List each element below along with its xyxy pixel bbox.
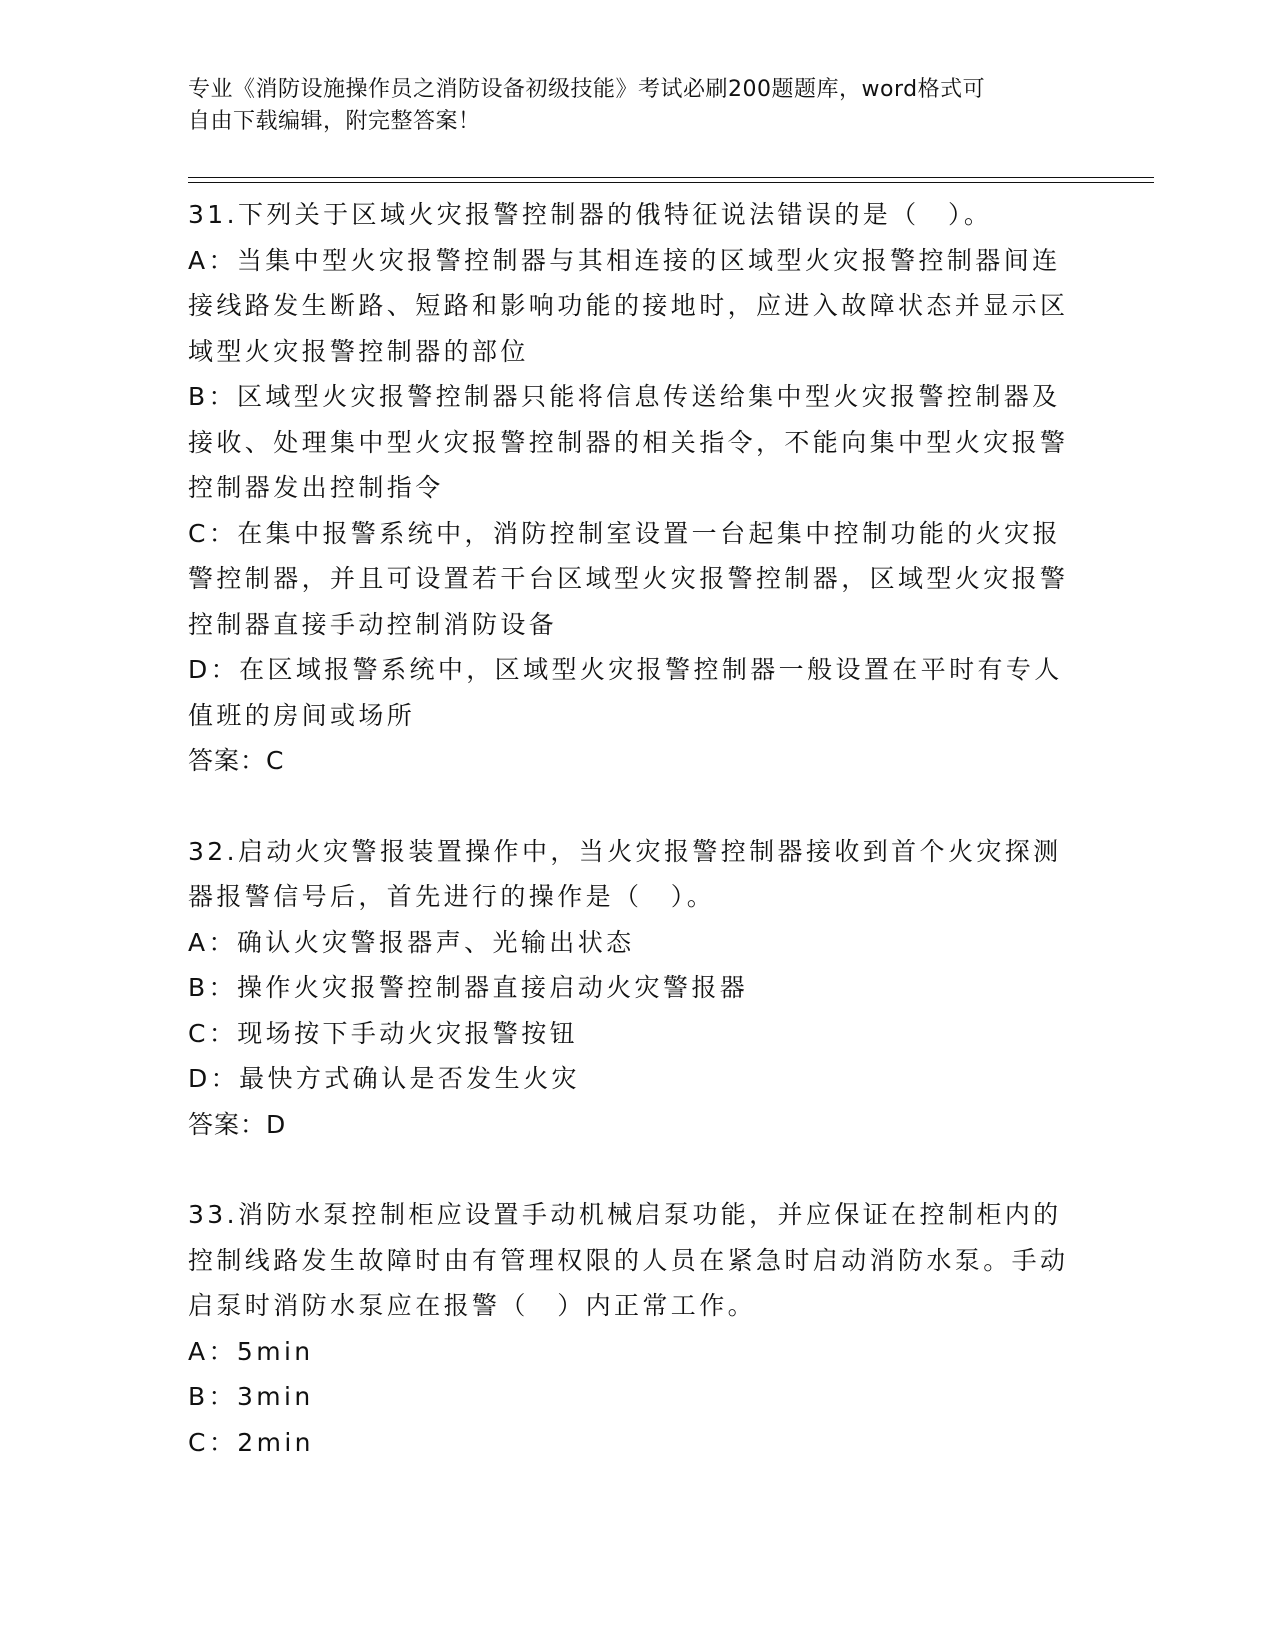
question-stem: 31.下列关于区域火灾报警控制器的俄特征说法错误的是（ ）。: [188, 200, 993, 229]
option-d: [188, 647, 1088, 738]
option-key: D：: [188, 655, 240, 684]
option-text: 在区域报警系统中，区域型火灾报警控制器一般设置在平时有专人值班的房间或场所: [188, 655, 1063, 730]
option-b: [188, 374, 1088, 511]
header-line-1: 专业《消防设施操作员之消防设备初级技能》考试必刷200题题库，word格式可: [188, 77, 986, 102]
option-text: 操作火灾报警控制器直接启动火灾警报器: [236, 973, 749, 1002]
question-33: [188, 1192, 1088, 1465]
option-text: 确认火灾警报器声、光输出状态: [236, 927, 635, 957]
option-text: 当集中型火灾报警控制器与其相连接的区域型火灾报警控制器间连接线路发生断路、短路和影响功能的接地时，应进入故障状态并显示区域型火灾报警控制器的部位: [188, 245, 1069, 366]
option-a: [188, 1329, 1088, 1375]
option-text: 最快方式确认是否发生火灾: [239, 1064, 580, 1093]
option-key: A：: [188, 927, 237, 957]
option-key: B：: [188, 382, 237, 411]
option-c: [188, 511, 1088, 648]
question-32: [188, 829, 1088, 1148]
answer-line: 答案：C: [188, 746, 285, 775]
option-a: [188, 920, 1088, 966]
question-31: [188, 192, 1088, 784]
option-d: [188, 1056, 1088, 1102]
option-key: C：: [188, 1427, 238, 1457]
option-key: C：: [188, 518, 238, 548]
option-text: 5min: [236, 1336, 314, 1366]
option-key: A：: [188, 245, 237, 275]
option-a: [188, 238, 1088, 375]
option-key: B：: [188, 1382, 237, 1411]
option-key: B：: [188, 973, 237, 1002]
option-text: 现场按下手动火灾报警按钮: [237, 1018, 579, 1048]
question-list: [188, 192, 1088, 1465]
option-text: 区域型火灾报警控制器只能将信息传送给集中型火灾报警控制器及接收、处理集中型火灾报警控制器的相关指令，不能向集中型火灾报警控制器发出控制指令: [188, 382, 1069, 502]
option-key: A：: [188, 1336, 237, 1366]
option-c: [188, 1011, 1088, 1057]
header-line-2: 自由下载编辑，附完整答案！: [188, 109, 481, 134]
document-header: [188, 74, 1068, 138]
option-key: C：: [188, 1018, 238, 1048]
option-text: 3min: [236, 1382, 314, 1411]
option-b: [188, 1374, 1088, 1420]
question-stem: 33.消防水泵控制柜应设置手动机械启泵功能，并应保证在控制柜内的控制线路发生故障时由有管理权限的人员在紧急时启动消防水泵。手动启泵时消防水泵应在报警（ ）内正常工作。: [188, 1200, 1069, 1320]
header-divider-top: [188, 177, 1154, 178]
option-c: [188, 1420, 1088, 1466]
option-b: [188, 965, 1088, 1011]
option-text: 2min: [237, 1427, 314, 1457]
answer-line: 答案：D: [188, 1109, 287, 1139]
question-stem: 32.启动火灾警报装置操作中，当火灾报警控制器接收到首个火灾探测器报警信号后，首先进行的操作是（ ）。: [188, 836, 1062, 911]
option-key: D：: [188, 1064, 240, 1093]
option-text: 在集中报警系统中，消防控制室设置一台起集中控制功能的火灾报警控制器，并且可设置若干台区域型火灾报警控制器，区域型火灾报警控制器直接手动控制消防设备: [188, 518, 1069, 639]
header-divider-bottom: [188, 182, 1154, 183]
